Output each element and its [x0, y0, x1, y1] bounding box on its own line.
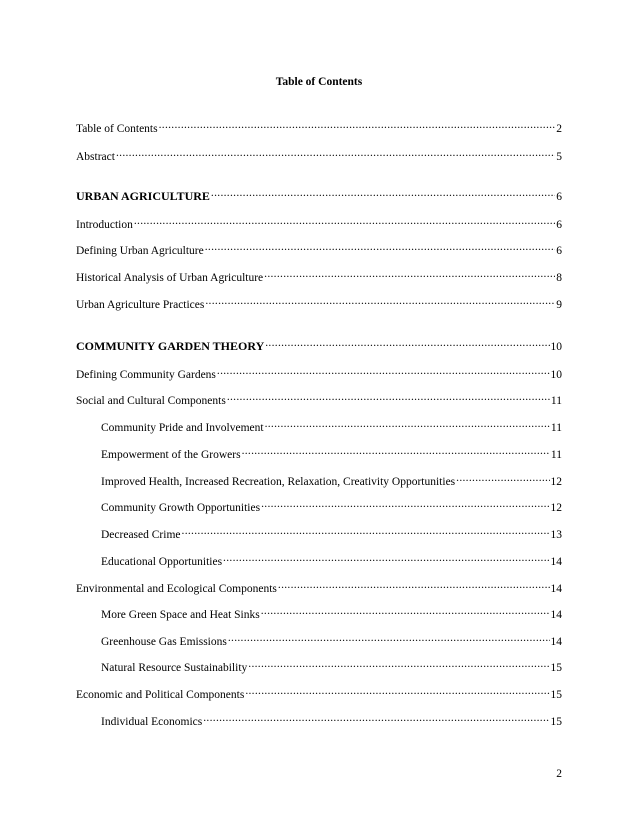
toc-leader-dots: [264, 267, 555, 281]
toc-entry: [76, 267, 562, 285]
toc-leader-dots: [217, 364, 550, 378]
toc-leader-dots: [245, 684, 549, 698]
toc-entry: [76, 146, 562, 164]
toc-entry-page: 5: [556, 151, 562, 163]
toc-entry-page: 9: [556, 299, 562, 311]
toc-entry-page: 11: [550, 395, 562, 407]
toc-leader-dots: [159, 118, 556, 132]
toc-entry-label: Individual Economics: [101, 716, 203, 728]
toc-entry-page: 15: [550, 689, 562, 701]
toc-entry-label: More Green Space and Heat Sinks: [101, 609, 260, 621]
toc-entry-page: 6: [556, 245, 562, 257]
toc-entry-page: 10: [550, 369, 562, 381]
toc-subentry: [101, 657, 562, 675]
toc-leader-dots: [265, 336, 549, 350]
toc-entry-page: 14: [550, 636, 562, 648]
toc-leader-dots: [261, 604, 550, 618]
toc-subentry: [101, 524, 562, 542]
toc-subentry: [101, 444, 562, 462]
toc-entry: [76, 578, 562, 596]
toc-leader-dots: [211, 186, 555, 200]
toc-leader-dots: [227, 390, 550, 404]
toc-leader-dots: [134, 214, 555, 228]
toc-entry-label: URBAN AGRICULTURE: [76, 189, 210, 203]
toc-entry-label: Urban Agriculture Practices: [76, 299, 205, 311]
toc-entry-page: 13: [550, 529, 562, 541]
toc-leader-dots: [242, 444, 550, 458]
toc-leader-dots: [203, 711, 549, 725]
toc-entry-label: Community Pride and Involvement: [101, 422, 264, 434]
toc-subentry: [101, 471, 562, 489]
toc-entry-label: Improved Health, Increased Recreation, Relaxation, Creativity Opportunities: [101, 476, 456, 488]
toc-leader-dots: [116, 146, 555, 160]
toc-entry-page: 10: [550, 341, 562, 353]
toc-entry-page: 2: [556, 123, 562, 135]
toc-entry: [76, 118, 562, 136]
toc-subentry: [101, 551, 562, 569]
toc-leader-dots: [261, 497, 549, 511]
toc-entry-page: 14: [550, 609, 562, 621]
toc-entry: [76, 390, 562, 408]
toc-subentry: [101, 631, 562, 649]
toc-leader-dots: [278, 578, 550, 592]
toc-entry-label: Table of Contents: [76, 123, 158, 135]
toc-entry: [76, 240, 562, 258]
toc-leader-dots: [182, 524, 550, 538]
toc-entry: [76, 364, 562, 382]
toc-section-heading: [76, 336, 562, 354]
toc-entry-label: Social and Cultural Components: [76, 395, 226, 407]
toc-entry-label: Natural Resource Sustainability: [101, 662, 248, 674]
toc-leader-dots: [205, 240, 556, 254]
toc-entry-page: 6: [556, 219, 562, 231]
toc-entry: [76, 214, 562, 232]
toc-entry-page: 12: [550, 502, 562, 514]
toc-entry-page: 8: [556, 272, 562, 284]
toc-entry-label: Economic and Political Components: [76, 689, 245, 701]
toc-entry-label: Empowerment of the Growers: [101, 449, 241, 461]
toc-section-heading: [76, 186, 562, 204]
toc-entry-page: 15: [550, 716, 562, 728]
toc-subentry: [101, 417, 562, 435]
toc-subentry: [101, 604, 562, 622]
toc-entry-label: Historical Analysis of Urban Agriculture: [76, 272, 264, 284]
toc-subentry: [101, 497, 562, 515]
toc-entry-label: Community Growth Opportunities: [101, 502, 261, 514]
toc-entry-label: Defining Community Gardens: [76, 369, 216, 381]
toc-entry-label: Defining Urban Agriculture: [76, 245, 204, 257]
toc-leader-dots: [228, 631, 550, 645]
toc-leader-dots: [223, 551, 549, 565]
toc-entry-label: COMMUNITY GARDEN THEORY: [76, 339, 265, 353]
toc-entry-label: Environmental and Ecological Components: [76, 583, 277, 595]
page-number: 2: [556, 768, 562, 780]
toc-entry-page: 11: [550, 422, 562, 434]
toc-entry-label: Introduction: [76, 219, 133, 231]
toc-entry-label: Decreased Crime: [101, 529, 181, 541]
toc-subentry: [101, 711, 562, 729]
toc-leader-dots: [265, 417, 550, 431]
toc-entry-label: Educational Opportunities: [101, 556, 223, 568]
toc-leader-dots: [248, 657, 549, 671]
toc-leader-dots: [456, 471, 549, 485]
toc-entry-page: 11: [550, 449, 562, 461]
toc-entry-page: 14: [550, 556, 562, 568]
toc-entry-page: 15: [550, 662, 562, 674]
toc-leader-dots: [205, 294, 555, 308]
toc-entry: [76, 684, 562, 702]
toc-entry: [76, 294, 562, 312]
toc-entry-page: 14: [550, 583, 562, 595]
page-title: Table of Contents: [275, 76, 363, 88]
toc-entry-label: Greenhouse Gas Emissions: [101, 636, 227, 648]
toc-entry-page: 12: [550, 476, 562, 488]
toc-entry-label: Abstract: [76, 151, 115, 163]
toc-entry-page: 6: [556, 191, 562, 203]
